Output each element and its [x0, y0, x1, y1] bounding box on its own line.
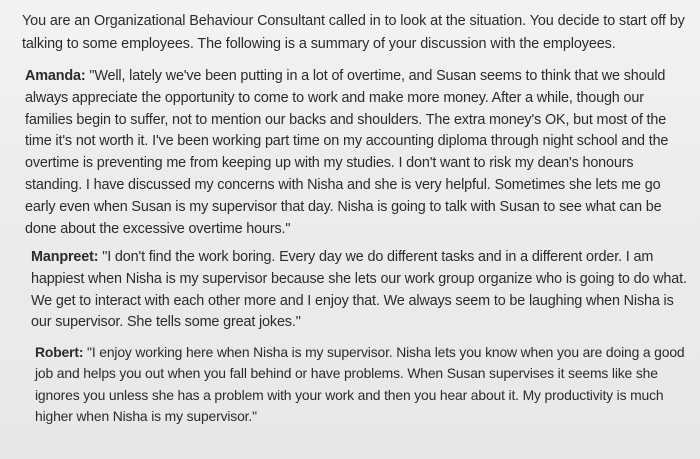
statement-text: "I enjoy working here when Nisha is my supervisor. Nisha lets you know when you are doing a good job and helps you out when you fall behind or have problems. When Susan supervises it seems like she ignores you unless she has a problem with your work and then you hear about it. My productivity is much higher when Nisha is my supervisor." [35, 344, 685, 425]
statement-robert [35, 342, 691, 428]
statement-text: "I don't find the work boring. Every day we do different tasks and in a different order. I am happiest when Nisha is my supervisor because she lets our work group organize who is going to do what. We get to interact with each other more and I enjoy that. We always seem to be laughing when Nisha is our supervisor. She tells some great jokes." [31, 249, 687, 331]
speaker-name: Robert: [35, 344, 84, 360]
statement-amanda [25, 66, 693, 240]
speaker-name: Manpreet: [31, 249, 99, 265]
intro-paragraph: You are an Organizational Behaviour Consultant called in to look at the situation. You decide to start off by talking to some employees. The following is a summary of your discussion with the employees. [22, 13, 685, 52]
statement-manpreet [31, 247, 695, 334]
statement-text: "Well, lately we've been putting in a lot of overtime, and Susan seems to think that we should always appreciate the opportunity to come to work and make more money. After a while, though our families begin to suffer, not to mention our backs and shoulders. The extra money's OK, but most of the time it's not worth it. I've been working part time on my accounting diploma through night school and the overtime is preventing me from keeping up with my studies. I don't want to risk my dean's honours standing. I have discussed my concerns with Nisha and she is very helpful. Sometimes she lets me go early even when Susan is my supervisor that day. Nisha is going to talk with Susan to see what can be done about the excessive overtime hours." [25, 68, 669, 237]
speaker-name: Amanda: [25, 68, 86, 84]
